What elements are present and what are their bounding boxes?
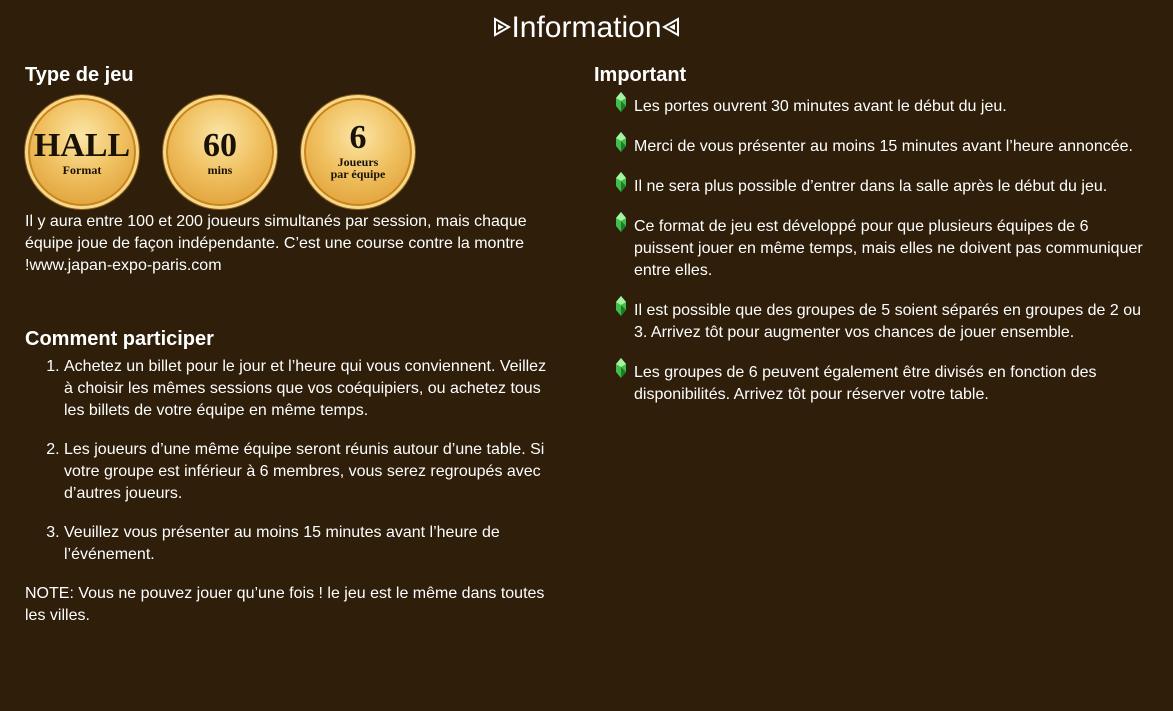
green-gem-icon — [616, 296, 626, 316]
triangle-right-icon — [493, 17, 511, 37]
important-item-text: Les groupes de 6 peuvent également être divisés en fonction des disponibilités. Arrivez tôt pour réserver votre table. — [634, 364, 1097, 403]
note-text: NOTE: Vous ne pouvez jouer qu’une fois ! le jeu est le même dans toutes les villes. — [25, 585, 545, 624]
intro-text: Il y aura entre 100 et 200 joueurs simultanés par session, mais chaque équipe joue de façon indépendante. C’est une course contre la montre !www.japan-expo-paris.com — [25, 213, 527, 274]
players-badge-value: 6 — [349, 119, 367, 156]
green-gem-icon — [616, 212, 626, 232]
green-gem-icon — [616, 172, 626, 192]
game-type-badges — [25, 95, 570, 211]
list-item — [594, 96, 1144, 118]
left-column — [25, 62, 570, 627]
green-gem-icon — [616, 92, 626, 112]
duration-badge — [163, 95, 277, 209]
list-item — [594, 300, 1144, 344]
list-item — [594, 216, 1144, 282]
green-gem-icon — [616, 358, 626, 378]
players-badge-label-1: Joueurs — [337, 155, 379, 169]
format-badge-label: Format — [62, 162, 102, 177]
participate-heading: Comment participer — [25, 328, 214, 350]
list-item: 1. Achetez un billet pour le jour et l’heure qui vous conviennent. Veillez à choisir les mêmes sessions que vos coéquipiers, ou achetez tous les billets de votre équipe en même temps. — [64, 356, 558, 422]
participate-steps — [25, 356, 558, 566]
game-type-heading: Type de jeu — [25, 64, 134, 86]
right-column — [594, 62, 1154, 424]
players-badge — [301, 95, 415, 209]
page-title — [0, 10, 1173, 46]
page-title-text: Information — [511, 11, 662, 44]
players-badge-label-2: par équipe — [330, 167, 386, 181]
format-badge-value: HALL — [33, 126, 131, 164]
list-item: 2. Les joueurs d’une même équipe seront réunis autour d’une table. Si votre groupe est inférieur à 6 membres, vous serez regroupés avec d’autres joueurs. — [64, 439, 558, 505]
format-badge — [25, 95, 139, 209]
list-item — [594, 362, 1144, 406]
list-item: 3. Veuillez vous présenter au moins 15 minutes avant l’heure de l’événement. — [64, 522, 558, 566]
important-item-text: Merci de vous présenter au moins 15 minutes avant l’heure annoncée. — [634, 138, 1133, 155]
important-item-text: Ce format de jeu est développé pour que plusieurs équipes de 6 puissent jouer en même temps, mais elles ne doivent pas communiquer entre elles. — [634, 218, 1143, 279]
duration-badge-label: mins — [207, 162, 233, 177]
important-item-text: Il est possible que des groupes de 5 soient séparés en groupes de 2 ou 3. Arrivez tôt pour augmenter vos chances de jouer ensemble. — [634, 302, 1142, 341]
duration-badge-value: 60 — [203, 126, 237, 164]
important-item-text: Il ne sera plus possible d’entrer dans la salle après le début du jeu. — [634, 178, 1108, 195]
green-gem-icon — [616, 132, 626, 152]
important-heading: Important — [594, 64, 687, 86]
important-item-text: Les portes ouvrent 30 minutes avant le début du jeu. — [634, 98, 1007, 115]
important-list — [594, 96, 1154, 406]
triangle-left-icon — [662, 17, 680, 37]
list-item — [594, 176, 1144, 198]
list-item — [594, 136, 1144, 158]
